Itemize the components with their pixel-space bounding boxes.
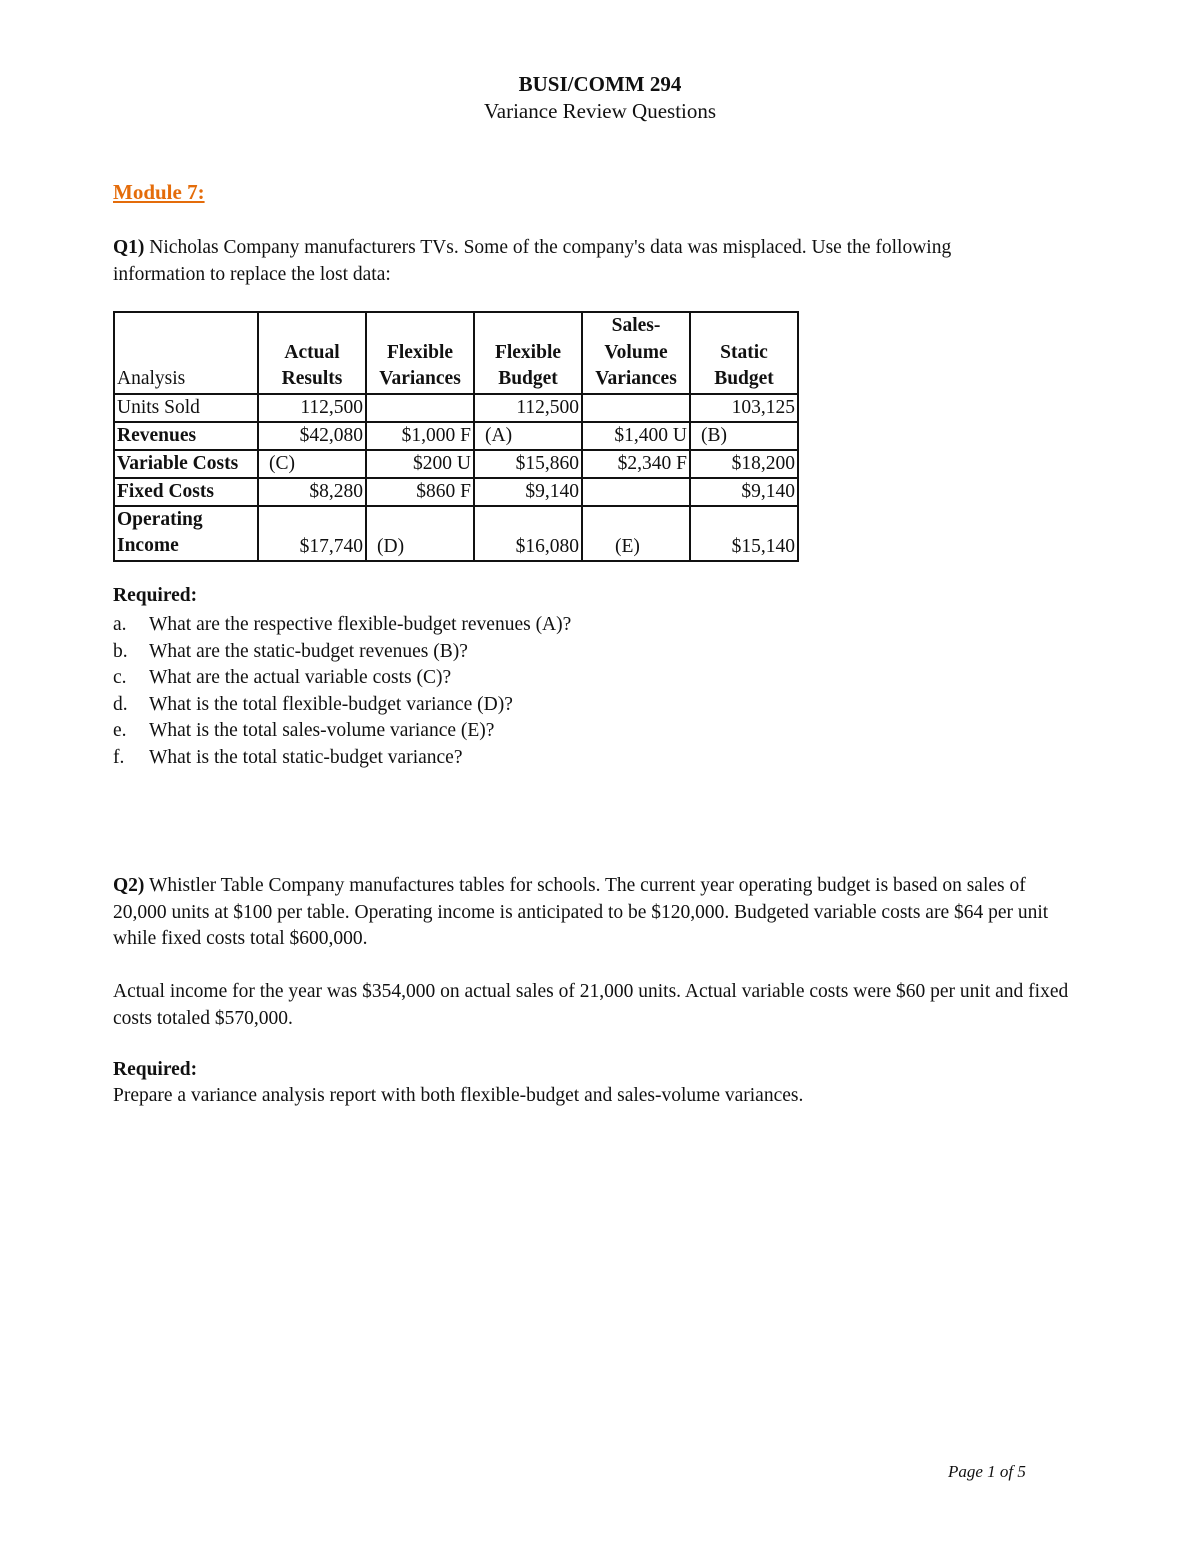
list-item (113, 718, 571, 745)
item-letter: c. (113, 667, 127, 688)
list-item (113, 665, 571, 692)
list-item (113, 692, 571, 719)
q1-label: Q1) (113, 237, 145, 258)
q2-text: Whistler Table Company manufactures tables for schools. The current year operating budget is based on sales of 20,000 units at $100 per table. Operating income is anticipated to be $120,000. Budgeted variable costs are $64 per unit while fixed costs total $600,000. (113, 875, 1049, 949)
row-label-units-sold: Units Sold (114, 394, 258, 422)
table-row (114, 394, 798, 422)
cell-value: (B) (690, 422, 798, 450)
cell-value: $15,860 (474, 450, 582, 478)
page-number: Page 1 of 5 (948, 1462, 1026, 1481)
q1-required-label: Required: (113, 585, 198, 606)
list-item (113, 639, 571, 666)
cell-value: $18,200 (690, 450, 798, 478)
cell-value: 103,125 (690, 394, 798, 422)
table-header-row (114, 312, 798, 394)
cell-value: $42,080 (258, 422, 366, 450)
q2-paragraph-2: Actual income for the year was $354,000 on actual sales of 21,000 units. Actual variable costs were $60 per unit and fixed costs totaled $570,000. (113, 981, 1069, 1029)
q2-required-label: Required: (113, 1059, 198, 1080)
row-label-revenues: Revenues (114, 422, 258, 450)
item-letter: b. (113, 640, 128, 662)
cell-value: $8,280 (258, 478, 366, 506)
cell-value: $1,400 U (582, 422, 690, 450)
cell-value (366, 394, 474, 422)
q2-required-text: Prepare a variance analysis report with both flexible-budget and sales-volume variances. (113, 1085, 804, 1106)
q2-paragraph (113, 873, 1083, 953)
header-flexible-budget: Flexible Budget (474, 312, 582, 394)
variance-table (113, 311, 799, 562)
cell-value (582, 394, 690, 422)
cell-value (582, 478, 690, 506)
item-text: What is the total flexible-budget variance (D)? (149, 693, 513, 715)
header-actual-results: Actual Results (258, 312, 366, 394)
cell-value: $16,080 (474, 506, 582, 561)
header-flexible-variances: Flexible Variances (366, 312, 474, 394)
table-row (114, 422, 798, 450)
cell-value: $17,740 (258, 506, 366, 561)
table-row (114, 450, 798, 478)
cell-value: (E) (582, 506, 690, 561)
item-letter: a. (113, 614, 127, 635)
row-label-fixed-costs: Fixed Costs (114, 478, 258, 506)
item-text: What are the static-budget revenues (B)? (149, 640, 468, 662)
cell-value: 112,500 (258, 394, 366, 422)
q1-paragraph (113, 235, 973, 288)
cell-value: 112,500 (474, 394, 582, 422)
cell-value: $200 U (366, 450, 474, 478)
cell-value: (C) (258, 450, 366, 478)
table-row (114, 478, 798, 506)
q1-required-list (113, 612, 571, 771)
item-text: What are the respective flexible-budget revenues (A)? (149, 614, 572, 635)
module-heading: Module 7: (113, 180, 205, 204)
item-letter: e. (113, 720, 127, 741)
header-sales-volume-variances: Sales- Volume Variances (582, 312, 690, 394)
q1-text: Nicholas Company manufacturers TVs. Some of the company's data was misplaced. Use the following information to replace the lost data: (113, 237, 952, 285)
item-text: What is the total static-budget variance? (149, 746, 463, 768)
cell-value: $860 F (366, 478, 474, 506)
cell-value: $9,140 (474, 478, 582, 506)
item-letter: d. (113, 693, 128, 715)
header-analysis: Analysis (114, 312, 258, 394)
course-title: BUSI/COMM 294 (518, 72, 682, 96)
list-item (113, 612, 571, 639)
header-static-budget: Static Budget (690, 312, 798, 394)
item-letter: f. (113, 746, 125, 768)
cell-value: $15,140 (690, 506, 798, 561)
item-text: What is the total sales-volume variance (E)? (149, 720, 495, 741)
cell-value: $9,140 (690, 478, 798, 506)
document-subtitle: Variance Review Questions (483, 99, 717, 123)
cell-value: (A) (474, 422, 582, 450)
row-label-variable-costs: Variable Costs (114, 450, 258, 478)
cell-value: (D) (366, 506, 474, 561)
cell-value: $2,340 F (582, 450, 690, 478)
list-item (113, 745, 571, 772)
q2-label: Q2) (113, 875, 145, 896)
item-text: What are the actual variable costs (C)? (149, 667, 452, 688)
row-label-operating-income: Operating Income (114, 506, 258, 561)
cell-value: $1,000 F (366, 422, 474, 450)
table-row (114, 506, 798, 561)
